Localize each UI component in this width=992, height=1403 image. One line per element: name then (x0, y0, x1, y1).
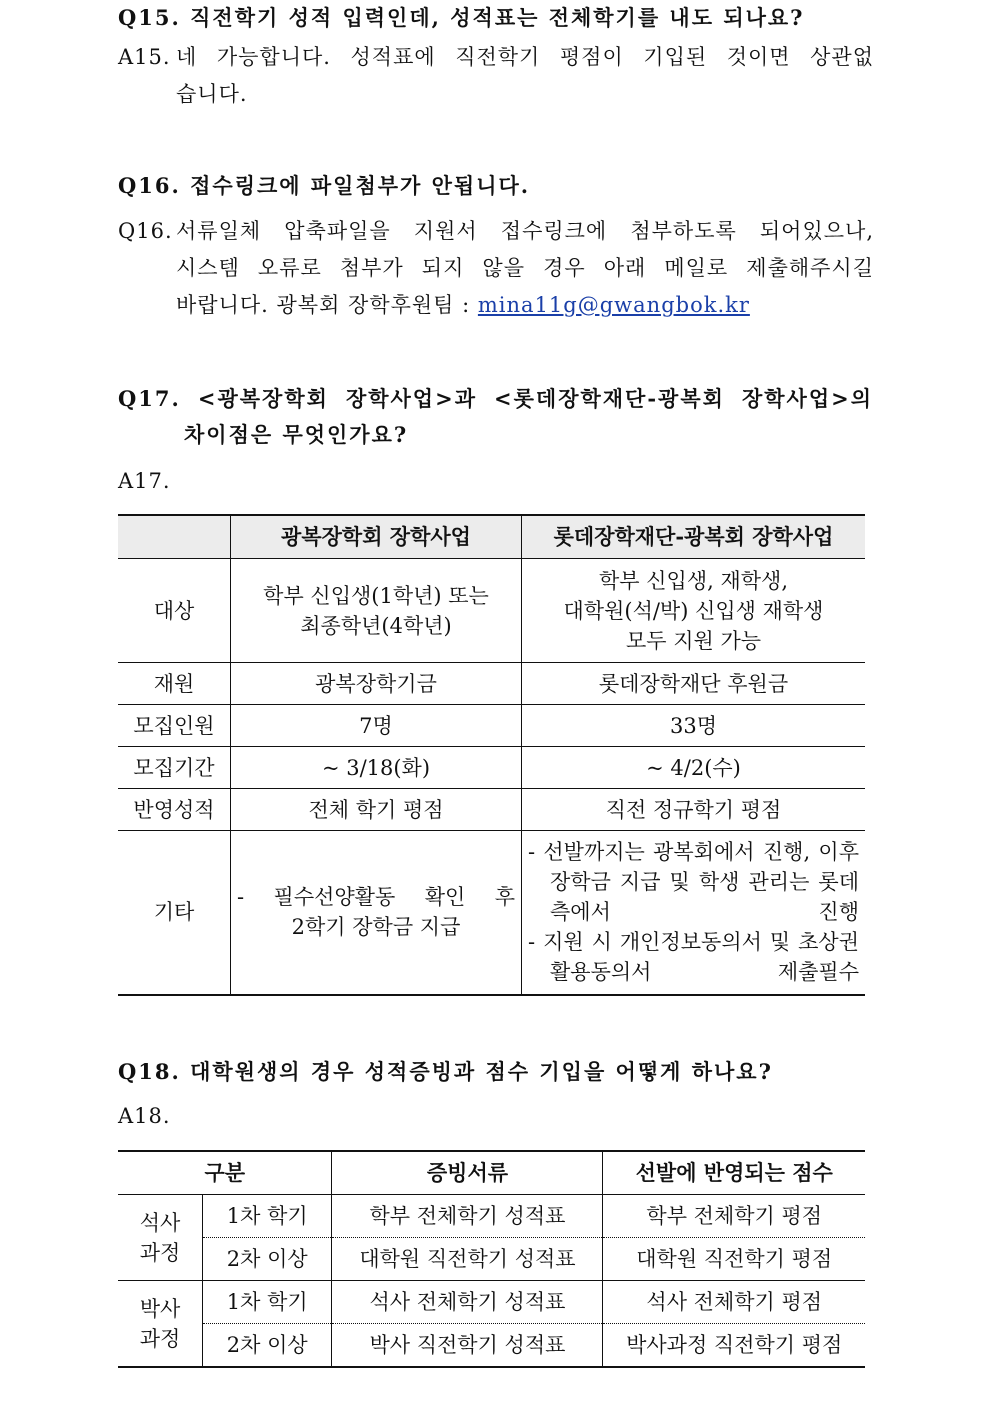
table-row (118, 747, 865, 789)
document-cell: 대학원 직전학기 성적표 (332, 1238, 603, 1281)
cell-line: - 필수선양활동 확인 후 (237, 885, 515, 910)
answer-16-label: Q16. (118, 219, 173, 243)
term-cell: 2차 이상 (203, 1238, 332, 1281)
answer-15-label: A15. (118, 45, 171, 69)
question-15: Q15. 직전학기 성적 입력인데, 성적표는 전체학기를 내도 되나요? (118, 5, 805, 30)
table-header-row (118, 1151, 865, 1195)
cell-line: 대학원(석/박) 신입생 재학생 (563, 598, 824, 623)
cell-line: 모두 지원 가능 (625, 628, 762, 653)
answer-15-line1: 네 가능합니다. 성적표에 직전학기 평점이 기입된 것이면 상관없 (176, 45, 874, 69)
table-row (118, 559, 865, 663)
cell: 전체 학기 평점 (231, 789, 522, 831)
header-documents: 증빙서류 (332, 1151, 603, 1195)
table-row (118, 705, 865, 747)
answer-15-line2: 습니다. (176, 82, 248, 106)
question-16: Q16. 접수링크에 파일첨부가 안됩니다. (118, 173, 531, 198)
header-category: 구분 (118, 1151, 332, 1195)
group-label-line: 과정 (139, 1326, 181, 1351)
answer-16-line3 (176, 293, 750, 317)
answer-16-line2: 시스템 오류로 첨부가 되지 않을 경우 아래 메일로 제출해주시길 (176, 256, 874, 280)
cell: 롯데장학재단 후원금 (522, 663, 866, 705)
cell-line: 최종학년(4학년) (300, 613, 452, 638)
group-label-masters (118, 1195, 203, 1281)
answer-15-text (176, 39, 874, 113)
row-label: 반영성적 (118, 789, 231, 831)
table-row (118, 1281, 865, 1324)
table-row (118, 789, 865, 831)
document-cell: 박사 직전학기 성적표 (332, 1324, 603, 1368)
row-label: 재원 (118, 663, 231, 705)
term-cell: 1차 학기 (203, 1195, 332, 1238)
answer-16-line3-text: 바랍니다. 광복회 장학후원팀 : (176, 293, 478, 317)
cell (522, 559, 866, 663)
graduate-evidence-table (118, 1150, 865, 1368)
document-cell: 석사 전체학기 성적표 (332, 1281, 603, 1324)
document-cell: 학부 전체학기 성적표 (332, 1195, 603, 1238)
header-blank (118, 515, 231, 559)
question-17-line2: 차이점은 무엇인가요? (184, 422, 409, 447)
table-row (118, 1324, 865, 1368)
header-score: 선발에 반영되는 점수 (603, 1151, 865, 1195)
table-row (118, 831, 865, 995)
cell (522, 831, 866, 995)
question-17 (118, 381, 873, 453)
cell (231, 559, 522, 663)
cell: 광복장학기금 (231, 663, 522, 705)
row-label: 기타 (118, 831, 231, 995)
row-label: 모집인원 (118, 705, 231, 747)
group-label-doctoral (118, 1281, 203, 1368)
term-cell: 2차 이상 (203, 1324, 332, 1368)
cell-line: 학부 신입생(1학년) 또는 (263, 583, 489, 608)
cell-line: - 지원 시 개인정보동의서 및 초상권활용동의서 제출필수 (528, 930, 859, 985)
score-cell: 학부 전체학기 평점 (603, 1195, 865, 1238)
comparison-table (118, 514, 865, 996)
header-lotte: 롯데장학재단-광복회 장학사업 (522, 515, 866, 559)
question-18: Q18. 대학원생의 경우 성적증빙과 점수 기입을 어떻게 하나요? (118, 1059, 773, 1084)
question-17-line1: Q17. <광복장학회 장학사업>과 <롯데장학재단-광복회 장학사업>의 (118, 386, 873, 411)
group-label-line: 과정 (139, 1240, 181, 1265)
group-label-line: 석사 (139, 1210, 181, 1235)
answer-16-line1: 서류일체 압축파일을 지원서 접수링크에 첨부하도록 되어있으나, (176, 219, 874, 243)
term-cell: 1차 학기 (203, 1281, 332, 1324)
cell: ~ 3/18(화) (231, 747, 522, 789)
table-header-row (118, 515, 865, 559)
cell-line: 2학기 장학금 지급 (291, 915, 461, 940)
answer-18-label: A18. (118, 1104, 171, 1128)
table-row (118, 1195, 865, 1238)
answer-16-text (176, 213, 874, 324)
score-cell: 석사 전체학기 평점 (603, 1281, 865, 1324)
cell-line: - 선발까지는 광복회에서 진행, 이후 장학금 지급 및 학생 관리는 롯데측에서 진행 (528, 840, 859, 925)
contact-email-link[interactable]: mina11g@gwangbok.kr (477, 293, 750, 317)
row-label: 모집기간 (118, 747, 231, 789)
answer-17-label: A17. (118, 469, 171, 493)
cell: 33명 (522, 705, 866, 747)
cell: ~ 4/2(수) (522, 747, 866, 789)
row-label: 대상 (118, 559, 231, 663)
cell (231, 831, 522, 995)
table-row (118, 1238, 865, 1281)
cell: 직전 정규학기 평점 (522, 789, 866, 831)
cell: 7명 (231, 705, 522, 747)
table-row (118, 663, 865, 705)
score-cell: 박사과정 직전학기 평점 (603, 1324, 865, 1368)
cell-line: 학부 신입생, 재학생, (599, 568, 788, 593)
group-label-line: 박사 (139, 1296, 181, 1321)
header-gwangbok: 광복장학회 장학사업 (231, 515, 522, 559)
score-cell: 대학원 직전학기 평점 (603, 1238, 865, 1281)
